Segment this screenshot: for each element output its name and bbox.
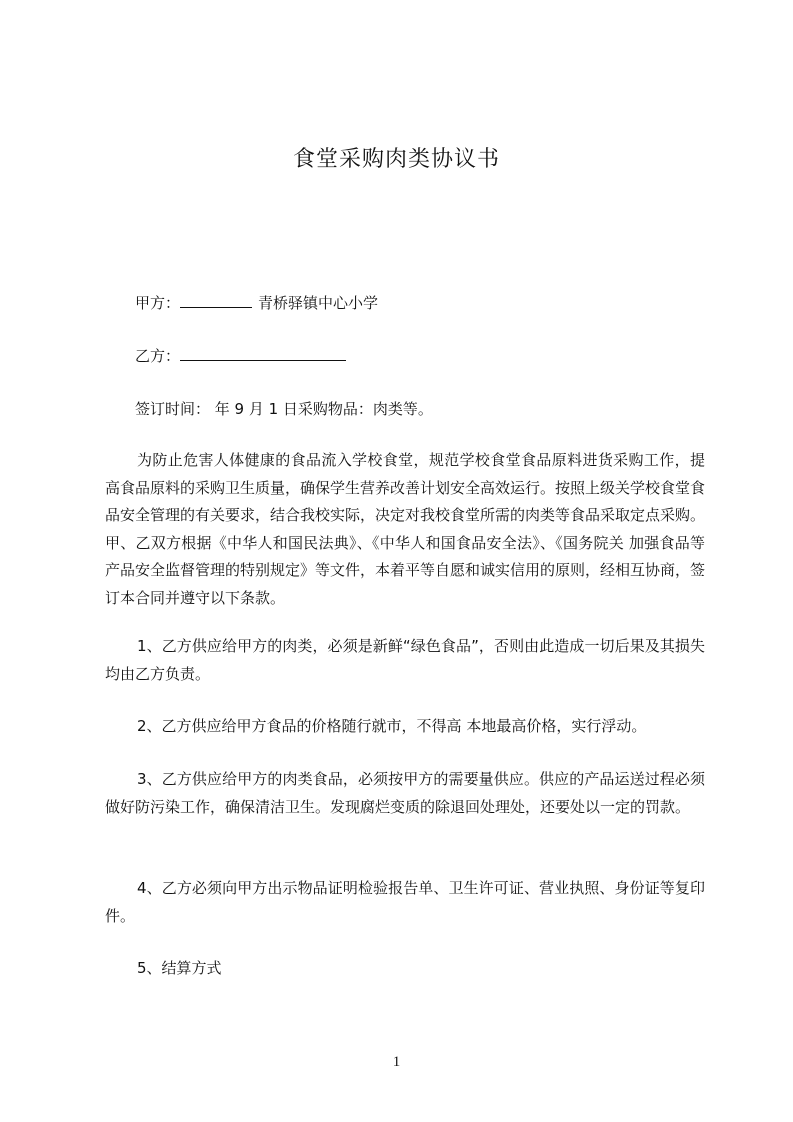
intro-paragraph: 为防止危害人体健康的食品流入学校食堂，规范学校食堂食品原料进货采购工作，提高食品原料的采购卫生质量，确保学生营养改善计划安全高效运行。按照上级关学校食堂食品安全管理的有关要求，结合我校实际，决定对我校食堂所需的肉类等食品采取定点采购。甲、乙双方根据《中华人和国民法典》、《中华人和国食品安全法》、《国务院关 加强食品等产品安全监督管理的特别规定》等文件，本着平等自愿和诚实信用的原则，经相互协商，签订本合同并遵守以下条款。 (105, 451, 706, 607)
document-title: 食堂采购肉类协议书 (292, 147, 500, 172)
party-a-label: 甲方： (135, 294, 181, 312)
party-b-line (135, 345, 352, 366)
party-b-label: 乙方： (135, 347, 181, 365)
clause-4: 4、乙方必须向甲方出示物品证明检验报告单、卫生许可证、营业执照、身份证等复印件。 (105, 879, 705, 925)
clause-2: 2、乙方供应给甲方食品的价格随行就市，不得高 本地最高价格，实行浮动。 (137, 717, 647, 735)
party-b-blank (180, 345, 346, 361)
clause-1: 1、乙方供应给甲方的肉类，必须是新鲜“绿色食品”，否则由此造成一切后果及其损失均由乙方负责。 (105, 637, 705, 683)
page-number: 1 (392, 1054, 401, 1070)
clause-5: 5、结算方式 (137, 959, 222, 977)
party-a-value: 青桥驿镇中心小学 (258, 294, 379, 312)
party-a-line (135, 292, 378, 313)
party-a-blank (180, 292, 252, 308)
signing-line: 签订时间： 年 9 月 1 日采购物品：肉类等。 (135, 400, 433, 418)
clause-3: 3、乙方供应给甲方的肉类食品，必须按甲方的需要量供应。供应的产品运送过程必须做好防污染工作，确保清洁卫生。发现腐烂变质的除退回处理处，还要处以一定的罚款。 (105, 770, 705, 816)
